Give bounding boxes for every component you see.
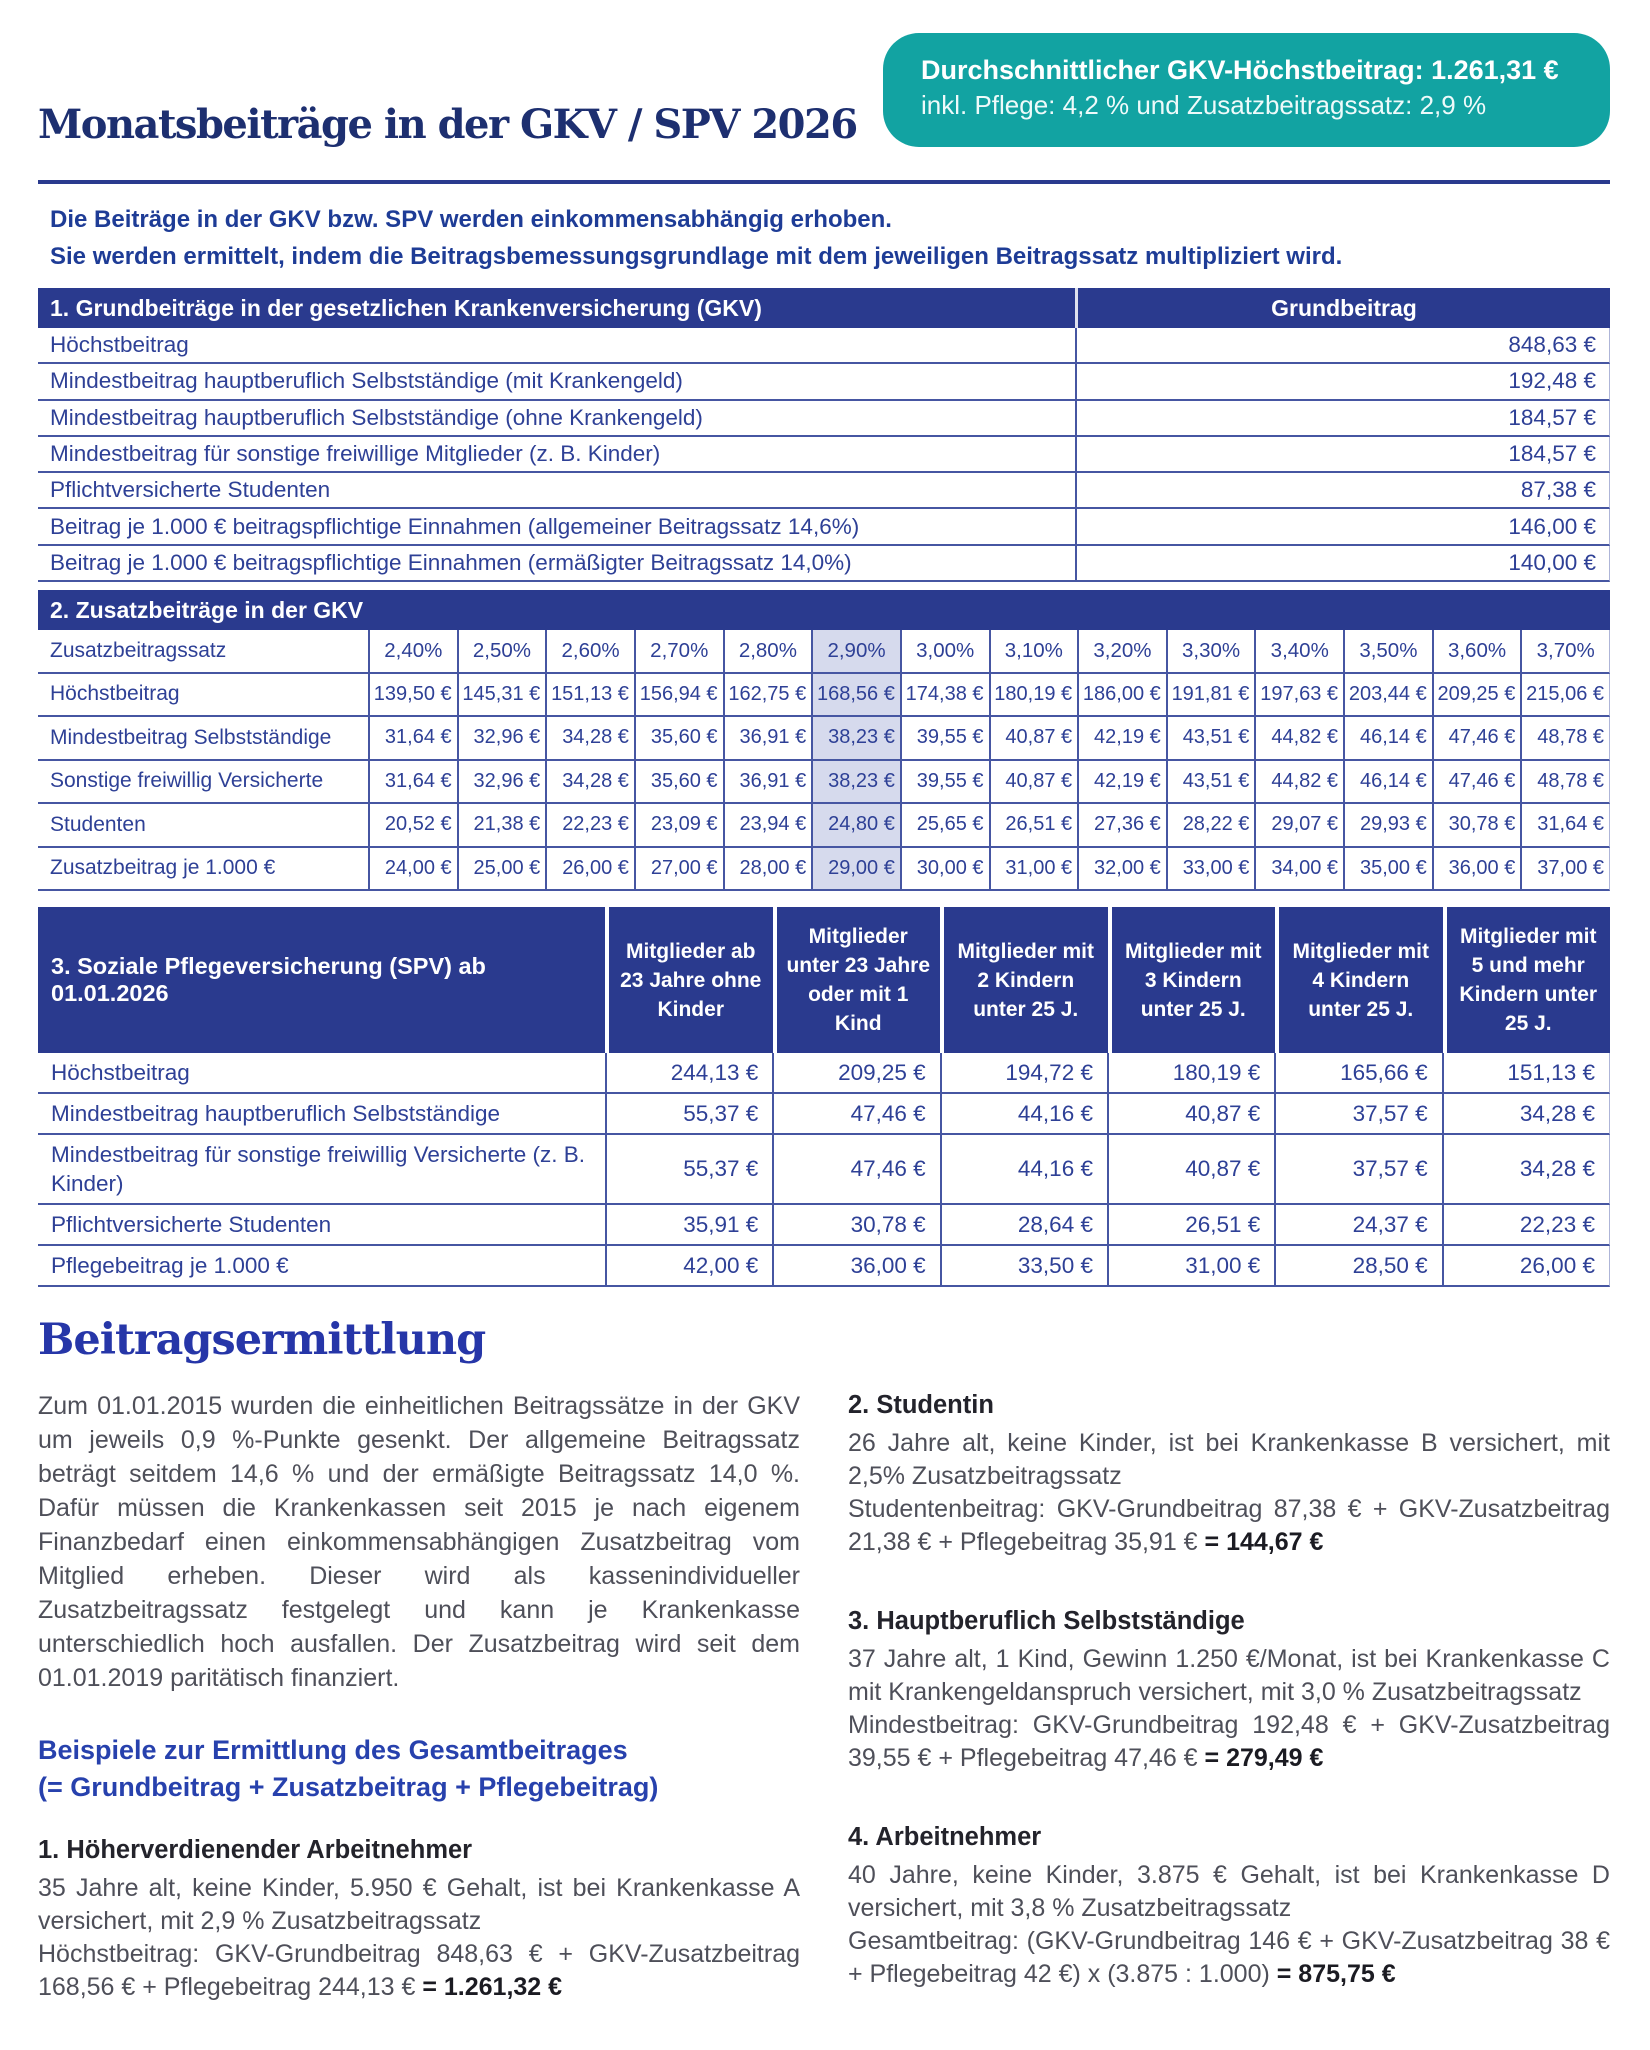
value-cell: 48,78 € bbox=[1520, 717, 1609, 759]
row-value: 34,28 € bbox=[1442, 1135, 1609, 1203]
example-description: 35 Jahre alt, keine Kinder, 5.950 € Gehalt, ist bei Krankenkasse A versichert, mit 2,9 % Zusatzbeitragssatz bbox=[38, 1874, 800, 1936]
grundbeitraege-table bbox=[38, 288, 1610, 582]
column-header-cell: Mitglieder mit 5 und mehr Kindern unter 25 J. bbox=[1443, 907, 1611, 1053]
value-cell: 145,31 € bbox=[457, 674, 546, 716]
column-header-cell: Mitglieder mit 3 Kindern unter 25 J. bbox=[1108, 907, 1276, 1053]
row-label: Mindestbeitrag für sonstige freiwillig Versicherte (z. B. Kinder) bbox=[51, 1142, 585, 1197]
example-title: 1. Höherverdienender Arbeitnehmer bbox=[38, 1836, 473, 1865]
rate-cell: 2,90% bbox=[811, 630, 900, 672]
row-label: Mindestbeitrag Selbstständige bbox=[50, 725, 332, 749]
table-row bbox=[38, 848, 1610, 892]
rate-cell: 2,60% bbox=[545, 630, 634, 672]
example-description: 26 Jahre alt, keine Kinder, ist bei Krankenkasse B versichert, mit 2,5% Zusatzbeitragssatz bbox=[848, 1429, 1610, 1491]
table-row bbox=[38, 328, 1610, 364]
value-cell: 174,38 € bbox=[900, 674, 989, 716]
row-value: 37,57 € bbox=[1274, 1094, 1441, 1133]
table-header-label: 1. Grundbeiträge in der gesetzlichen Krankenversicherung (GKV) bbox=[50, 294, 762, 321]
column-header-cell: Mitglieder unter 23 Jahre oder mit 1 Kind bbox=[773, 907, 941, 1053]
row-label: Beitrag je 1.000 € beitragspflichtige Einnahmen (ermäßigter Beitragssatz 14,0%) bbox=[50, 549, 852, 575]
pflegeversicherung-table bbox=[38, 907, 1610, 1287]
value-cell: 34,28 € bbox=[545, 761, 634, 803]
value-cell: 46,14 € bbox=[1343, 717, 1432, 759]
row-value: 37,57 € bbox=[1274, 1135, 1441, 1203]
row-value: 22,23 € bbox=[1442, 1205, 1609, 1244]
example-calculation: Mindestbeitrag: GKV-Grundbeitrag 192,48 € + GKV-Zusatzbeitrag 39,55 € + Pflegebeitrag 47,46 € = 279,49 € bbox=[848, 1711, 1610, 1773]
badge-line2: inkl. Pflege: 4,2 % und Zusatzbeitragssatz: 2,9 % bbox=[921, 90, 1487, 120]
example-description: 37 Jahre alt, 1 Kind, Gewinn 1.250 €/Monat, ist bei Krankenkasse C mit Krankengeldanspruch versichert, mit 3,0 % Zusatzbeitragssatz bbox=[848, 1645, 1610, 1707]
value-cell: 36,91 € bbox=[723, 761, 812, 803]
row-value: 244,13 € bbox=[605, 1053, 772, 1092]
value-cell: 24,80 € bbox=[811, 804, 900, 846]
value-cell: 29,00 € bbox=[811, 848, 900, 890]
example-title: 4. Arbeitnehmer bbox=[848, 1823, 1042, 1852]
value-cell: 48,78 € bbox=[1520, 761, 1609, 803]
table-header-value: Grundbeitrag bbox=[1075, 288, 1610, 328]
row-value: 848,63 € bbox=[1075, 328, 1609, 362]
table-row bbox=[38, 1053, 1610, 1094]
rate-cell: 2,40% bbox=[368, 630, 457, 672]
example-block bbox=[848, 1821, 1610, 1991]
value-cell: 209,25 € bbox=[1432, 674, 1521, 716]
row-label: Höchstbeitrag bbox=[51, 1060, 190, 1086]
document-header bbox=[38, 0, 1610, 150]
column-header-cell: Mitglieder mit 4 Kindern unter 25 J. bbox=[1275, 907, 1443, 1053]
table-row bbox=[38, 1246, 1610, 1287]
rate-cell: 3,60% bbox=[1432, 630, 1521, 672]
value-cell: 26,00 € bbox=[545, 848, 634, 890]
value-cell: 29,93 € bbox=[1343, 804, 1432, 846]
table-row bbox=[38, 437, 1610, 473]
value-cell: 20,52 € bbox=[368, 804, 457, 846]
example-result: = 144,67 € bbox=[1204, 1528, 1324, 1557]
row-label: Sonstige freiwillig Versicherte bbox=[50, 769, 324, 793]
value-cell: 43,51 € bbox=[1166, 717, 1255, 759]
row-label: Mindestbeitrag hauptberuflich Selbstständige bbox=[51, 1101, 501, 1127]
row-label: Höchstbeitrag bbox=[50, 332, 189, 358]
row-value: 184,57 € bbox=[1075, 437, 1609, 471]
value-cell: 36,00 € bbox=[1432, 848, 1521, 890]
rate-cell: 3,50% bbox=[1343, 630, 1432, 672]
table-row bbox=[38, 1094, 1610, 1135]
table-row bbox=[38, 1135, 1610, 1205]
horizontal-rule bbox=[38, 180, 1610, 184]
row-value: 40,87 € bbox=[1107, 1094, 1274, 1133]
section-heading: Beitragsermittlung bbox=[38, 1315, 486, 1366]
zusatzbeitraege-table-title: 2. Zusatzbeiträge in der GKV bbox=[38, 590, 1610, 630]
rate-cell: 3,40% bbox=[1254, 630, 1343, 672]
table-row bbox=[38, 546, 1610, 582]
rate-cell: 2,50% bbox=[457, 630, 546, 672]
value-cell: 186,00 € bbox=[1077, 674, 1166, 716]
row-value: 194,72 € bbox=[940, 1053, 1107, 1092]
row-value: 42,00 € bbox=[605, 1246, 772, 1285]
example-result: = 279,49 € bbox=[1204, 1744, 1324, 1773]
row-value: 180,19 € bbox=[1107, 1053, 1274, 1092]
row-value: 26,51 € bbox=[1107, 1205, 1274, 1244]
table-title-cell: 3. Soziale Pflegeversicherung (SPV) ab 01.01.2026 bbox=[51, 953, 486, 1007]
examples-heading-line2: (= Grundbeitrag + Zusatzbeitrag + Pflegebeitrag) bbox=[38, 1772, 659, 1803]
table-row bbox=[38, 364, 1610, 400]
rate-cell: 3,30% bbox=[1166, 630, 1255, 672]
example-block bbox=[38, 1834, 800, 2004]
row-label: Pflegebeitrag je 1.000 € bbox=[51, 1253, 289, 1279]
table-row bbox=[38, 509, 1610, 545]
example-description: 40 Jahre, keine Kinder, 3.875 € Gehalt, ist bei Krankenkasse D versichert, mit 3,8 % Zusatzbeitragssatz bbox=[848, 1861, 1610, 1923]
row-value: 31,00 € bbox=[1107, 1246, 1274, 1285]
example-title: 2. Studentin bbox=[848, 1391, 994, 1420]
value-cell: 31,00 € bbox=[989, 848, 1078, 890]
value-cell: 156,94 € bbox=[634, 674, 723, 716]
table-row bbox=[38, 761, 1610, 805]
examples-heading-line1: Beispiele zur Ermittlung des Gesamtbeitrages bbox=[38, 1735, 628, 1766]
value-cell: 40,87 € bbox=[989, 761, 1078, 803]
rate-cell: 3,00% bbox=[900, 630, 989, 672]
row-value: 55,37 € bbox=[605, 1094, 772, 1133]
value-cell: 29,07 € bbox=[1254, 804, 1343, 846]
table-row bbox=[38, 804, 1610, 848]
column-header-cell: Mitglieder ab 23 Jahre ohne Kinder bbox=[605, 907, 773, 1053]
value-cell: 31,64 € bbox=[368, 761, 457, 803]
row-value: 44,16 € bbox=[940, 1094, 1107, 1133]
row-value: 28,64 € bbox=[940, 1205, 1107, 1244]
value-cell: 215,06 € bbox=[1520, 674, 1609, 716]
column-header-cell: Mitglieder mit 2 Kindern unter 25 J. bbox=[940, 907, 1108, 1053]
intro-text bbox=[50, 201, 1610, 275]
row-value: 30,78 € bbox=[772, 1205, 939, 1244]
left-column bbox=[38, 1389, 800, 2050]
value-cell: 25,65 € bbox=[900, 804, 989, 846]
row-value: 55,37 € bbox=[605, 1135, 772, 1203]
value-cell: 38,23 € bbox=[811, 717, 900, 759]
example-calculation: Studentenbeitrag: GKV-Grundbeitrag 87,38 € + GKV-Zusatzbeitrag 21,38 € + Pflegebeitrag 35,91 € = 144,67 € bbox=[848, 1495, 1610, 1557]
value-cell: 24,00 € bbox=[368, 848, 457, 890]
row-value: 26,00 € bbox=[1442, 1246, 1609, 1285]
row-value: 44,16 € bbox=[940, 1135, 1107, 1203]
value-cell: 21,38 € bbox=[457, 804, 546, 846]
row-label: Pflichtversicherte Studenten bbox=[50, 477, 331, 503]
right-column bbox=[848, 1389, 1610, 2037]
row-value: 34,28 € bbox=[1442, 1094, 1609, 1133]
value-cell: 42,19 € bbox=[1077, 761, 1166, 803]
row-value: 184,57 € bbox=[1075, 401, 1609, 435]
value-cell: 31,64 € bbox=[368, 717, 457, 759]
rate-cell: 2,70% bbox=[634, 630, 723, 672]
row-value: 165,66 € bbox=[1274, 1053, 1441, 1092]
rate-cell: 3,70% bbox=[1520, 630, 1609, 672]
value-cell: 27,36 € bbox=[1077, 804, 1166, 846]
value-cell: 168,56 € bbox=[811, 674, 900, 716]
value-cell: 37,00 € bbox=[1520, 848, 1609, 890]
two-column-text bbox=[38, 1389, 1610, 2050]
zusatzbeitraege-table-body bbox=[38, 630, 1610, 891]
value-cell: 31,64 € bbox=[1520, 804, 1609, 846]
row-value: 28,50 € bbox=[1274, 1246, 1441, 1285]
example-calculation: Höchstbeitrag: GKV-Grundbeitrag 848,63 € + GKV-Zusatzbeitrag 168,56 € + Pflegebeitrag 244,13 € = 1.261,32 € bbox=[38, 1940, 800, 2002]
page-title: Monatsbeiträge in der GKV / SPV 2026 bbox=[38, 101, 857, 148]
rate-cell: 2,80% bbox=[723, 630, 812, 672]
value-cell: 27,00 € bbox=[634, 848, 723, 890]
value-cell: 44,82 € bbox=[1254, 761, 1343, 803]
row-value: 33,50 € bbox=[940, 1246, 1107, 1285]
row-value: 146,00 € bbox=[1075, 509, 1609, 543]
value-cell: 34,28 € bbox=[545, 717, 634, 759]
value-cell: 34,00 € bbox=[1254, 848, 1343, 890]
value-cell: 36,91 € bbox=[723, 717, 812, 759]
value-cell: 28,22 € bbox=[1166, 804, 1255, 846]
table-row bbox=[38, 630, 1610, 674]
row-label: Zusatzbeitragssatz bbox=[50, 638, 227, 662]
grundbeitraege-table-body bbox=[38, 328, 1610, 582]
value-cell: 35,60 € bbox=[634, 761, 723, 803]
pflegeversicherung-table-body bbox=[38, 1053, 1610, 1287]
row-label: Mindestbeitrag hauptberuflich Selbstständige (mit Krankengeld) bbox=[50, 368, 683, 394]
pflegeversicherung-table-header bbox=[38, 907, 1610, 1053]
value-cell: 46,14 € bbox=[1343, 761, 1432, 803]
value-cell: 39,55 € bbox=[900, 717, 989, 759]
value-cell: 43,51 € bbox=[1166, 761, 1255, 803]
value-cell: 203,44 € bbox=[1343, 674, 1432, 716]
table-row bbox=[38, 674, 1610, 718]
average-contribution-badge bbox=[883, 33, 1610, 147]
row-label: Höchstbeitrag bbox=[50, 682, 180, 706]
value-cell: 23,94 € bbox=[723, 804, 812, 846]
rate-cell: 3,10% bbox=[989, 630, 1078, 672]
row-value: 192,48 € bbox=[1075, 364, 1609, 398]
row-value: 209,25 € bbox=[772, 1053, 939, 1092]
zusatzbeitraege-table bbox=[38, 590, 1610, 891]
table-row bbox=[38, 717, 1610, 761]
value-cell: 28,00 € bbox=[723, 848, 812, 890]
grundbeitraege-table-header bbox=[38, 288, 1610, 328]
row-value: 151,13 € bbox=[1442, 1053, 1609, 1092]
value-cell: 35,60 € bbox=[634, 717, 723, 759]
row-value: 35,91 € bbox=[605, 1205, 772, 1244]
value-cell: 30,78 € bbox=[1432, 804, 1521, 846]
value-cell: 180,19 € bbox=[989, 674, 1078, 716]
value-cell: 32,96 € bbox=[457, 717, 546, 759]
row-value: 87,38 € bbox=[1075, 473, 1609, 507]
value-cell: 151,13 € bbox=[545, 674, 634, 716]
document-page bbox=[38, 0, 1610, 2050]
value-cell: 30,00 € bbox=[900, 848, 989, 890]
intro-line1: Die Beiträge in der GKV bzw. SPV werden einkommensabhängig erhoben. bbox=[50, 206, 892, 233]
row-value: 24,37 € bbox=[1274, 1205, 1441, 1244]
value-cell: 47,46 € bbox=[1432, 717, 1521, 759]
examples-heading bbox=[38, 1732, 800, 1806]
table-row bbox=[38, 401, 1610, 437]
value-cell: 197,63 € bbox=[1254, 674, 1343, 716]
example-calculation: Gesamtbeitrag: (GKV-Grundbeitrag 146 € + GKV-Zusatzbeitrag 38 € + Pflegebeitrag 42 €) x (3.875 : 1.000) = 875,75 € bbox=[848, 1927, 1610, 1989]
row-label: Mindestbeitrag für sonstige freiwillige Mitglieder (z. B. Kinder) bbox=[50, 441, 661, 467]
value-cell: 44,82 € bbox=[1254, 717, 1343, 759]
row-label: Beitrag je 1.000 € beitragspflichtige Einnahmen (allgemeiner Beitragssatz 14,6%) bbox=[50, 513, 860, 539]
row-label: Pflichtversicherte Studenten bbox=[51, 1212, 332, 1238]
value-cell: 32,00 € bbox=[1077, 848, 1166, 890]
row-value: 36,00 € bbox=[772, 1246, 939, 1285]
badge-line1: Durchschnittlicher GKV-Höchstbeitrag: 1.261,31 € bbox=[921, 55, 1559, 85]
row-value: 140,00 € bbox=[1075, 546, 1609, 580]
value-cell: 35,00 € bbox=[1343, 848, 1432, 890]
intro-line2: Sie werden ermittelt, indem die Beitragsbemessungsgrundlage mit dem jeweiligen Beitragssatz multipliziert wird. bbox=[50, 243, 1343, 270]
example-block bbox=[848, 1389, 1610, 1559]
value-cell: 191,81 € bbox=[1166, 674, 1255, 716]
value-cell: 40,87 € bbox=[989, 717, 1078, 759]
table-row bbox=[38, 1205, 1610, 1246]
rate-cell: 3,20% bbox=[1077, 630, 1166, 672]
row-value: 47,46 € bbox=[772, 1094, 939, 1133]
example-title: 3. Hauptberuflich Selbstständige bbox=[848, 1607, 1245, 1636]
value-cell: 25,00 € bbox=[457, 848, 546, 890]
example-result: = 1.261,32 € bbox=[422, 1973, 563, 2002]
value-cell: 139,50 € bbox=[368, 674, 457, 716]
row-label: Mindestbeitrag hauptberuflich Selbstständige (ohne Krankengeld) bbox=[50, 404, 703, 430]
beitragsermittlung-paragraph: Zum 01.01.2015 wurden die einheitlichen Beitragssätze in der GKV um jeweils 0,9 %-Punkte gesenkt. Der allgemeine Beitragssatz beträgt seitdem 14,6 % und der ermäßigte Beitragssatz 14,0 %. Dafür müssen die Krankenkassen seit 2015 je nach eigenem Finanzbedarf einen einkommensabhängigen Zusatzbeitrag vom Mitglied erheben. Dieser wird als kassenindividueller Zusatzbeitragssatz festgelegt und kann je Krankenkasse unterschiedlich hoch ausfallen. Der Zusatzbeitrag wird seit dem 01.01.2019 paritätisch finanziert. bbox=[38, 1392, 800, 1693]
example-block bbox=[848, 1605, 1610, 1775]
value-cell: 42,19 € bbox=[1077, 717, 1166, 759]
value-cell: 32,96 € bbox=[457, 761, 546, 803]
row-label: Zusatzbeitrag je 1.000 € bbox=[50, 856, 276, 880]
example-result: = 875,75 € bbox=[1276, 1960, 1396, 1989]
examples-left bbox=[38, 1834, 800, 2004]
value-cell: 22,23 € bbox=[545, 804, 634, 846]
value-cell: 23,09 € bbox=[634, 804, 723, 846]
table-row bbox=[38, 473, 1610, 509]
value-cell: 38,23 € bbox=[811, 761, 900, 803]
value-cell: 26,51 € bbox=[989, 804, 1078, 846]
value-cell: 39,55 € bbox=[900, 761, 989, 803]
row-value: 40,87 € bbox=[1107, 1135, 1274, 1203]
row-value: 47,46 € bbox=[772, 1135, 939, 1203]
value-cell: 47,46 € bbox=[1432, 761, 1521, 803]
value-cell: 33,00 € bbox=[1166, 848, 1255, 890]
row-label: Studenten bbox=[50, 812, 146, 836]
value-cell: 162,75 € bbox=[723, 674, 812, 716]
